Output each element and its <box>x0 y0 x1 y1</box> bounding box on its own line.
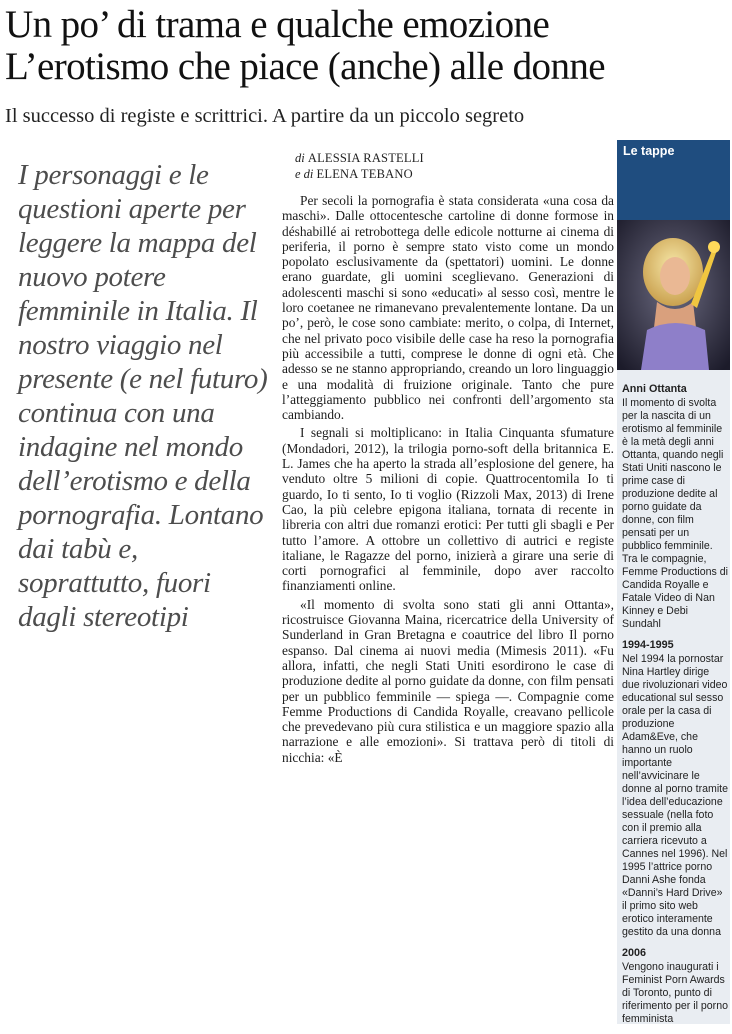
article-paragraph-2: I segnali si moltiplicano: in Italia Cinquanta sfumature (Mondadori, 2012), la trilogia porno-soft della britannica E. L. James che ha aperto la strada all’esplosione del genere, ha venduto oltre 5 milioni di copie. Quattrocentomila Io ti guardo, Io ti sento, Io ti voglio (Rizzoli Max, 2013) di Irene Cao, la più celebre epigona italiana, tornata di recente in libreria con altri due romanzi erotici: Per tutti gli sbagli e Per tutto l’amore. A ottobre un collettivo di autrici e registe italiane, le Ragazze del porno, inizierà a girare una serie di corti pornografici al femminile, dopo aver raccolto finanziamenti online. <box>282 425 614 594</box>
article-body <box>282 193 614 768</box>
byline-prefix-2: e di <box>295 167 314 181</box>
subheadline: Il successo di registe e scrittrici. A partire da un piccolo segreto <box>5 105 525 127</box>
article-paragraph-1: Per secoli la pornografia è stata considerata «una cosa da maschi». Dalle ottocentesche cartoline di donne formose in déshabillé ai retrobottega delle edicole notturne ai cinema di periferia, il porno è sempre stato visto come un mondo popolato esclusivamente da (spettatori) uomini. Le donne erano guardate, gli uomini sceglievano. Generazioni di adolescenti maschi si sono «educati» al sesso così, mentre le loro coetanee ne rimanevano prevalentemente lontane. Da un po’, però, le cose sono cambiate: merito, o colpa, di Internet, che nel privato poco visibile delle case ha reso la pornografia più accessibile a tutti, comprese le donne di ogni età. Che adesso se ne stanno appropriando, creando un loro linguaggio e una modalità di fruizione originale. Tanto che pure l’atteggiamento pubblico nei confronti dell’argomento sta cambiando. <box>282 193 614 423</box>
timeline-year: Anni Ottanta <box>622 383 687 395</box>
byline-line-1 <box>295 150 615 166</box>
pull-quote: I personaggi e le questioni aperte per leggere la mappa del nuovo potere femminile in Italia. Il nostro viaggio nel presente (e nel futuro) continua con una indagine nel mondo dell’erotismo e della pornografia. Lontano dai tabù e, soprattutto, fuori dagli stereotipi <box>18 159 268 633</box>
timeline-sidebar <box>617 140 730 1024</box>
timeline-text: Vengono inaugurati i Feminist Porn Awards di Toronto, punto di riferimento per il porno femminista <box>622 961 728 1025</box>
author-1: ALESSIA RASTELLI <box>307 151 424 165</box>
timeline-entry <box>622 947 728 1026</box>
byline <box>295 150 615 182</box>
timeline <box>622 383 728 1034</box>
byline-line-2 <box>295 166 615 182</box>
timeline-text: Nel 1994 la pornostar Nina Hartley dirige due rivoluzionari video educational sul sesso orale per la casa di produzione Adam&Eve, che hanno un ruolo importante nell’avvicinare le donne al porno tramite l’idea dell’educazione sessuale (nella foto con il premio alla carriera ricevuto a Cannes nel 1996). Nel 1995 l’attrice porno Danni Ashe fonda «Danni’s Hard Drive» il primo sito web erotico interamente gestito da una donna <box>622 653 729 938</box>
photo-illustration <box>617 220 730 370</box>
headline-line-2: L’erotismo che piace (anche) alle donne <box>5 45 605 88</box>
timeline-entry <box>622 383 728 631</box>
article-paragraph-3: «Il momento di svolta sono stati gli anni Ottanta», ricostruisce Giovanna Maina, ricercatrice della University of Sunderland in Gran Bretagna e coautrice del libro Il porno espanso. Dal cinema ai nuovi media (Mimesis 2011). «Fu allora, infatti, che negli Stati Uniti esordirono le case di produzione dedite al porno guidate da donne, con film pensati per un pubblico femminile — spiega —. Compagnie come Femme Productions di Candida Royalle, creavano pellicole che prevedevano più cura stilistica e un maggiore spazio alla narrazione e alle emozioni». Si trattava però di titoli di nicchia: «È <box>282 596 614 765</box>
timeline-text: Il momento di svolta per la nascita di un erotismo al femminile è la metà degli anni Ottanta, quando negli Stati Uniti nascono le prime case di produzione dedite al porno guidate da donne, con film pensati per un pubblico femminile. Tra le compagnie, Femme Productions di Candida Royalle e Fatale Video di Nan Kinney e Debi Sundahl <box>622 397 728 630</box>
byline-prefix-1: di <box>295 151 305 165</box>
timeline-entry <box>622 639 728 939</box>
sidebar-title: Le tappe <box>617 140 730 220</box>
timeline-year: 2006 <box>622 947 647 959</box>
author-2: ELENA TEBANO <box>316 167 413 181</box>
timeline-year: 1994-1995 <box>622 639 674 651</box>
headline <box>5 4 729 88</box>
headline-line-1: Un po’ di trama e qualche emozione <box>5 3 550 46</box>
